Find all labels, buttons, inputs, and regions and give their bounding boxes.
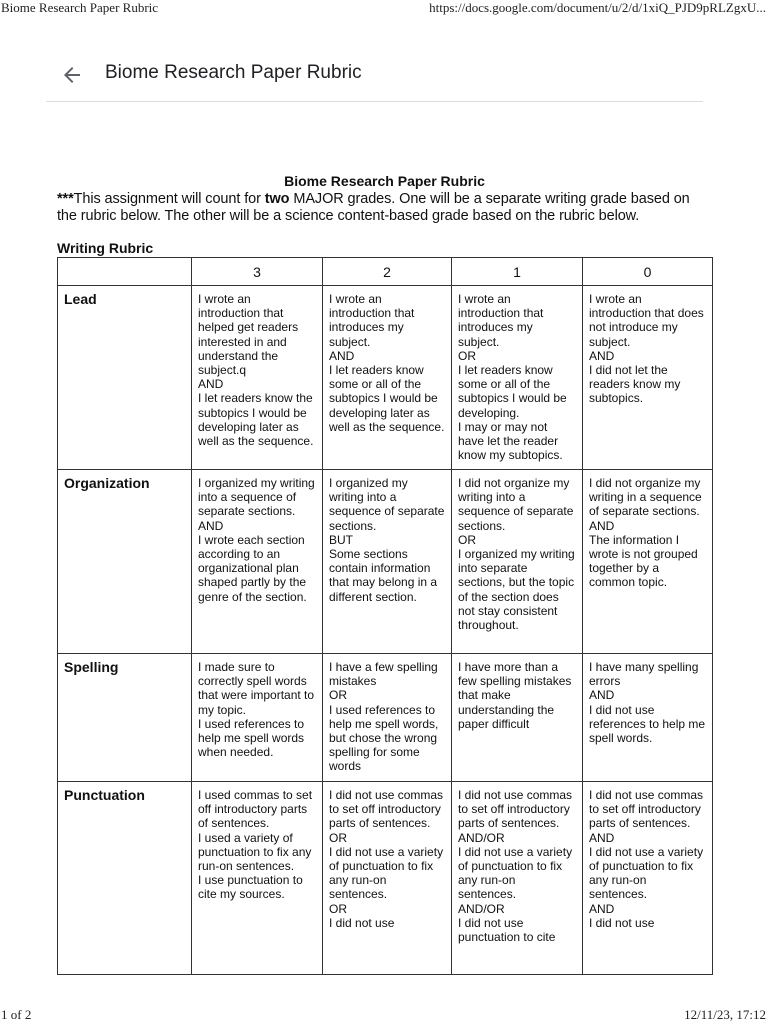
criterion-lead: Lead — [58, 286, 192, 470]
writing-rubric-table — [57, 257, 713, 975]
table-row — [58, 654, 713, 782]
intro-bold-word: two — [264, 191, 290, 207]
table-cell: I organized my writing into a sequence of separate sections. BUT Some sections contain information that may belong in a different section. — [323, 470, 452, 654]
print-header — [0, 0, 768, 18]
print-header-url: https://docs.google.com/document/u/2/d/1xiQ_PJD9pRLZgxU... — [429, 0, 766, 15]
header-score-2: 2 — [323, 258, 452, 286]
table-cell: I made sure to correctly spell words that were important to my topic. I used references to help me spell words when needed. — [192, 654, 323, 782]
document-heading: Biome Research Paper Rubric — [284, 173, 485, 189]
table-cell: I did not use commas to set off introductory parts of sentences. AND I did not use a variety of punctuation to fix any run-on sentences. AND I did not use — [583, 782, 713, 975]
header-score-3: 3 — [192, 258, 323, 286]
document-title: Biome Research Paper Rubric — [105, 62, 362, 83]
table-row — [58, 470, 713, 654]
table-cell: I wrote an introduction that introduces my subject. OR I let readers know some or all of the subtopics I would be developing. I may or may not have let the reader know my subtopics. — [452, 286, 583, 470]
intro-paragraph — [57, 191, 712, 225]
table-cell: I did not organize my writing in a sequence of separate sections. AND The information I wrote is not grouped together by a common topic. — [583, 470, 713, 654]
table-row — [58, 782, 713, 975]
table-cell: I wrote an introduction that helped get readers interested in and understand the subject.q AND I let readers know the subtopics I would be developing later as well as the sequence. — [192, 286, 323, 470]
criterion-organization: Organization — [58, 470, 192, 654]
table-row — [58, 286, 713, 470]
table-cell: I used commas to set off introductory parts of sentences. I used a variety of punctuation to fix any run-on sentences. I use punctuation to cite my sources. — [192, 782, 323, 975]
print-footer — [0, 1007, 768, 1025]
intro-text-b: MAJOR grades. One will be a separate writing grade based on the rubric below. The other will be a science content-based grade based on the rubric below. — [57, 191, 690, 224]
print-header-title: Biome Research Paper Rubric — [1, 0, 159, 15]
table-cell: I did not use commas to set off introductory parts of sentences. AND/OR I did not use a variety of punctuation to fix any run-on sentences. AND/OR I did not use punctuation to cite — [452, 782, 583, 975]
criterion-punctuation: Punctuation — [58, 782, 192, 975]
table-cell: I have more than a few spelling mistakes that make understanding the paper difficult — [452, 654, 583, 782]
header-score-0: 0 — [583, 258, 713, 286]
table-cell: I wrote an introduction that does not introduce my subject. AND I did not let the readers know my subtopics. — [583, 286, 713, 470]
table-header-row — [58, 258, 713, 286]
table-cell: I did not use commas to set off introductory parts of sentences. OR I did not use a variety of punctuation to fix any run-on sentences. OR I did not use — [323, 782, 452, 975]
header-blank-cell — [58, 258, 192, 286]
document-title-bar — [46, 48, 703, 102]
table-cell: I did not organize my writing into a sequence of separate sections. OR I organized my writing into separate sections, but the topic of the section does not stay consistent throughout. — [452, 470, 583, 654]
page-count: 1 of 2 — [1, 1007, 32, 1022]
table-cell: I organized my writing into a sequence of separate sections. AND I wrote each section according to an organizational plan shaped partly by the genre of the section. — [192, 470, 323, 654]
header-score-1: 1 — [452, 258, 583, 286]
intro-text-a: This assignment will count for — [73, 191, 265, 207]
arrow-left-icon[interactable] — [60, 63, 84, 87]
table-cell: I wrote an introduction that introduces my subject. AND I let readers know some or all of the subtopics I would be developing later as well as the sequence. — [323, 286, 452, 470]
criterion-spelling: Spelling — [58, 654, 192, 782]
table-cell: I have many spelling errors AND I did not use references to help me spell words. — [583, 654, 713, 782]
print-timestamp: 12/11/23, 17:12 — [684, 1007, 766, 1022]
section-label: Writing Rubric — [57, 240, 154, 256]
table-cell: I have a few spelling mistakes OR I used references to help me spell words, but chose the wrong spelling for some words — [323, 654, 452, 782]
document-body — [57, 172, 712, 975]
intro-prefix: *** — [57, 191, 74, 207]
